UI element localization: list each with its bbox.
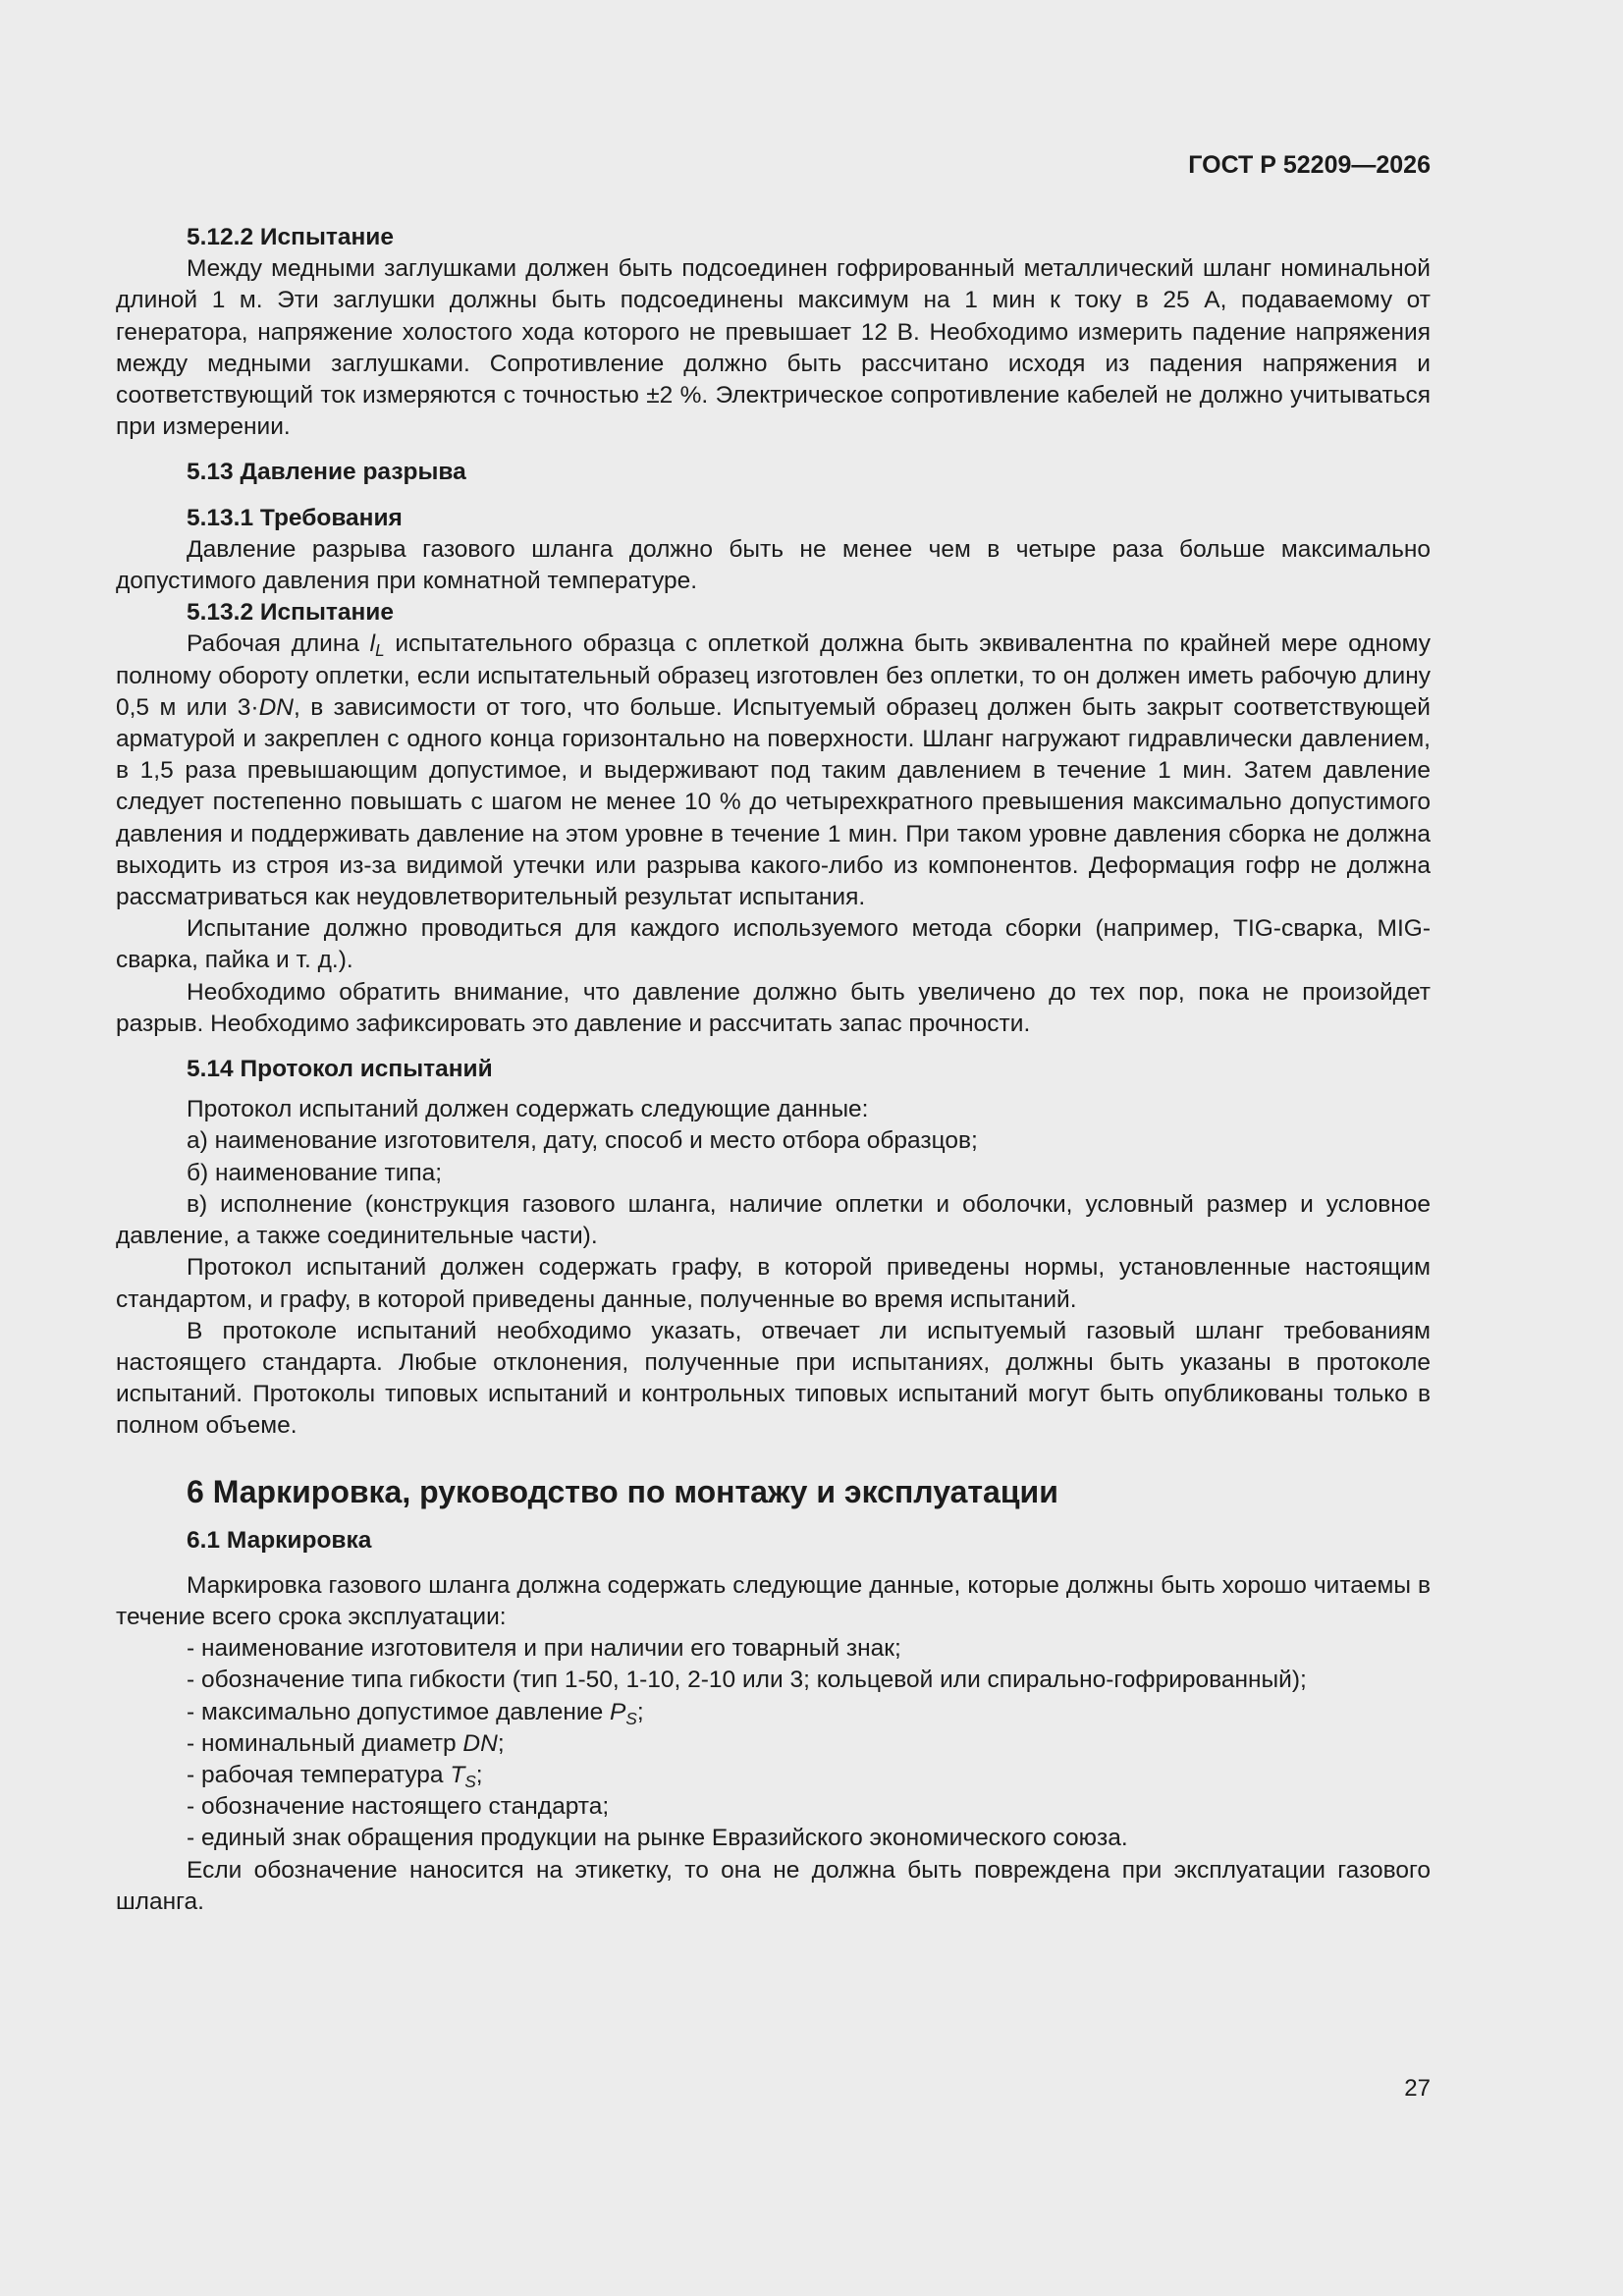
heading-5-13-1: 5.13.1 Требования: [187, 504, 403, 531]
list-item-c: в) исполнение (конструкция газового шланга, наличие оплетки и оболочки, условный размер и условное давление, а также соединительные части).: [116, 1190, 1431, 1250]
bullet-manufacturer: - наименование изготовителя и при наличии его товарный знак;: [187, 1635, 901, 1663]
page-number: 27: [1404, 2075, 1431, 2102]
paragraph-5-13-2-assembly: Испытание должно проводиться для каждого используемого метода сборки (например, TIG-сварка, MIG-сварка, пайка и т. д.).: [116, 915, 1431, 974]
var-p: P: [610, 1698, 626, 1725]
var-l: l: [369, 630, 376, 658]
var-dn-2: DN: [462, 1729, 498, 1757]
paragraph-5-14-conformity: В протоколе испытаний необходимо указать, отвечает ли испытуемый газовый шланг требованиям настоящего стандарта. Любые отклонения, полученные при испытаниях, должны быть указаны в протоколе испытаний. Протоколы типовых испытаний и контрольных типовых испытаний могут быть опубликованы только в полном объеме.: [116, 1317, 1431, 1440]
standard-code: ГОСТ Р 52209—2026: [1188, 151, 1431, 179]
var-dn: DN: [258, 693, 294, 721]
bullet-nominal-diameter: - номинальный диаметр DN;: [187, 1729, 505, 1757]
heading-section-6: 6 Маркировка, руководство по монтажу и эксплуатации: [187, 1473, 1058, 1509]
var-t-subscript: S: [464, 1771, 476, 1791]
paragraph-5-14-columns: Протокол испытаний должен содержать графу, в которой приведены нормы, установленные настоящим стандартом, и графу, в которой приведены данные, полученные во время испытаний.: [116, 1254, 1431, 1313]
paragraph-6-1-label: Если обозначение наносится на этикетку, то она не должна быть повреждена при эксплуатации газового шланга.: [116, 1856, 1431, 1915]
paragraph-5-13-2-working-length: Рабочая длина $l_L$ испытательного образца с оплеткой должна быть эквивалентна по крайней мере одному полному обороту оплетки, если испытательный образец изготовлен без оплетки, то он должен иметь рабочую длину 0,5 м или 3·DN, в зависимости от того, что больше. Испытуемый образец должен быть закрыт соответствующей арматурой и закреплен с одного конца горизонтально на поверхности. Шланг нагружают гидравлически давлением, в 1,5 раза превышающим допустимое, и выдерживают под таким давлением в течение 1 мин. Затем давление следует постепенно повышать с шагом не менее 10 % до четырехкратного превышения максимально допустимого давления и поддерживать давление на этом уровне в течение 1 мин. При таком уровне давления сборка не должна выходить из строя из-за видимой утечки или разрыва какого-либо из компонентов. Деформация гофр не должна рассматриваться как неудовлетворительный результат испытания.: [116, 630, 1431, 911]
bullet-eac-mark: - единый знак обращения продукции на рынке Евразийского экономического союза.: [187, 1825, 1128, 1852]
paragraph-5-13-1: Давление разрыва газового шланга должно быть не менее чем в четыре раза больше максимально допустимого давления при комнатной температуре.: [116, 535, 1431, 595]
paragraph-5-14-intro: Протокол испытаний должен содержать следующие данные:: [187, 1096, 869, 1123]
heading-5-13-2: 5.13.2 Испытание: [187, 599, 394, 627]
list-item-b: б) наименование типа;: [187, 1159, 443, 1186]
bullet-flexibility-type: - обозначение типа гибкости (тип 1-50, 1-10, 2-10 или 3; кольцевой или спирально-гофрированный);: [187, 1667, 1307, 1694]
paragraph-5-12-2: Между медными заглушками должен быть подсоединен гофрированный металлический шланг номинальной длиной 1 м. Эти заглушки должны быть подсоединены максимум на 1 мин к току в 25 А, подаваемому от генератора, напряжение холостого хода которого не превышает 12 В. Необходимо измерить падение напряжения между медными заглушками. Сопротивление должно быть рассчитано исходя из падения напряжения и соответствующий ток измеряются с точностью ±2 %. Электрическое сопротивление кабелей не должно учитываться при измерении.: [116, 255, 1431, 441]
paragraph-5-13-2-burst: Необходимо обратить внимание, что давление должно быть увеличено до тех пор, пока не произойдет разрыв. Необходимо зафиксировать это давление и рассчитать запас прочности.: [116, 978, 1431, 1037]
heading-5-13: 5.13 Давление разрыва: [187, 459, 466, 486]
var-t: T: [450, 1761, 465, 1788]
var-p-subscript: S: [625, 1708, 637, 1728]
heading-5-14: 5.14 Протокол испытаний: [187, 1056, 493, 1083]
heading-6-1: 6.1 Маркировка: [187, 1526, 372, 1554]
paragraph-6-1-intro: Маркировка газового шланга должна содержать следующие данные, которые должны быть хорошо читаемы в течение всего срока эксплуатации:: [116, 1571, 1431, 1630]
var-l-subscript: L: [375, 640, 385, 661]
bullet-standard-designation: - обозначение настоящего стандарта;: [187, 1793, 610, 1821]
bullet-max-pressure: - максимально допустимое давление $P_S$;: [187, 1698, 644, 1728]
list-item-a: а) наименование изготовителя, дату, способ и место отбора образцов;: [187, 1127, 978, 1155]
heading-5-12-2: 5.12.2 Испытание: [187, 224, 394, 250]
bullet-working-temperature: - рабочая температура $T_S$;: [187, 1761, 483, 1791]
page-content: [116, 222, 1431, 1918]
